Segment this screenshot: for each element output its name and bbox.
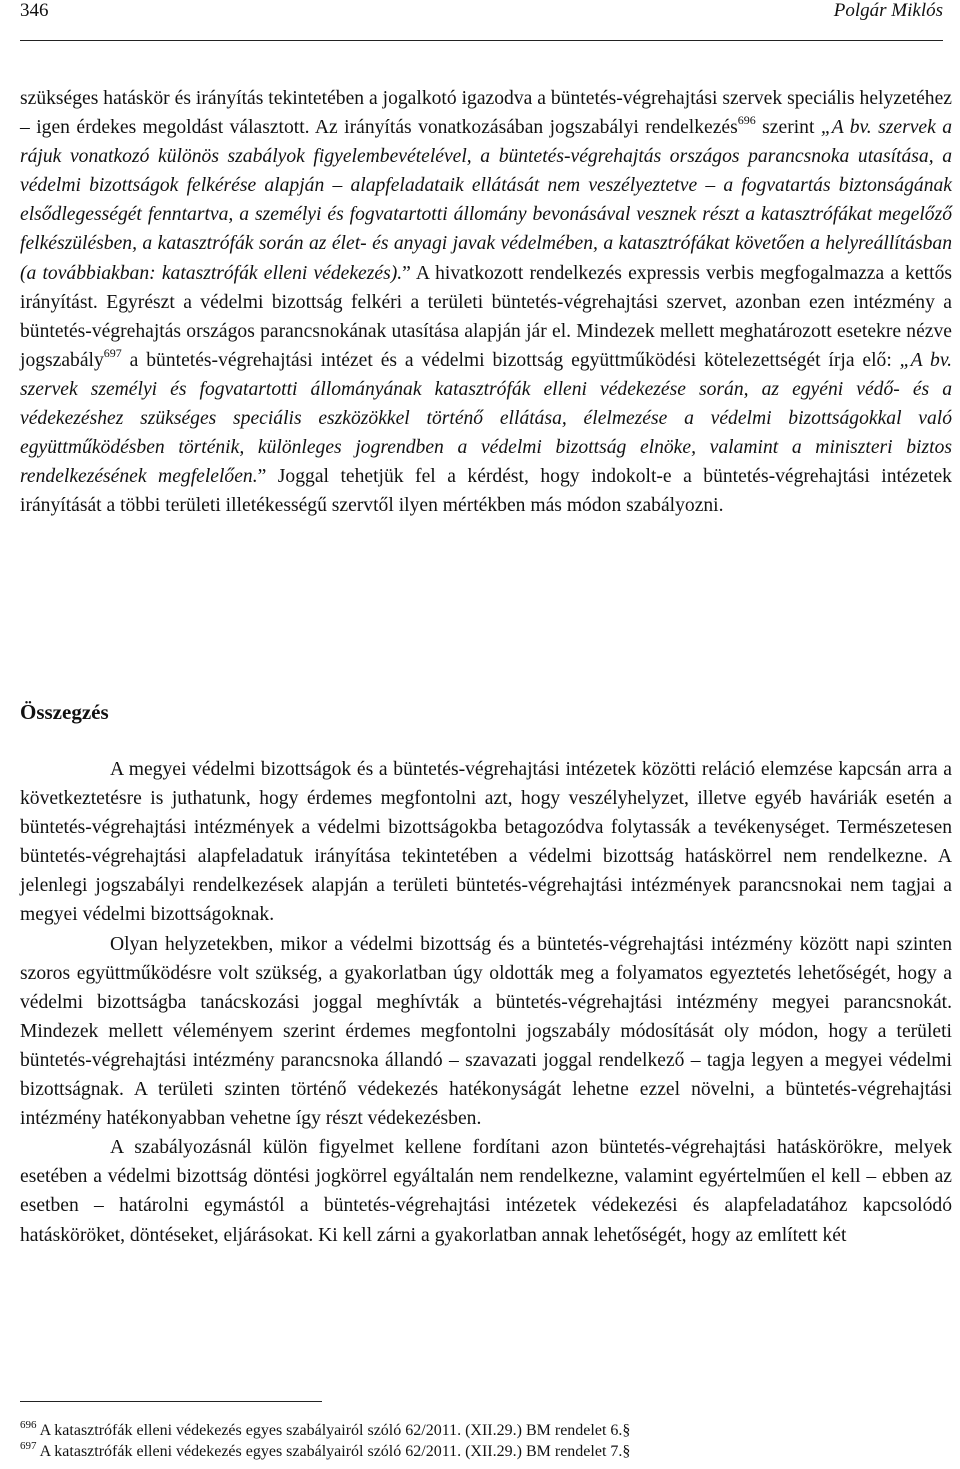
- paragraph: [20, 84, 952, 520]
- quotation: „A bv. szervek személyi és fogvatartotti állományának katasztrófák elleni védekezése során, az egyéni védő- és a védekezéshez szükséges speciális eszközökkel történő ellátása, élelmezése a védelmi bizottságokkal való együttműködésben történik, különleges jogrendben a védelmi bizottság elnöke, valamint a miniszteri biztos rendelkezésének megfelelően.: [20, 349, 952, 488]
- body-section-continued: [20, 84, 952, 520]
- text-run: ” Joggal tehetjük fel a kérdést, hogy indokolt-e a büntetés-végrehajtási intézetek irányítását a többi területi illetékességű szervtől ilyen mértékben más módon szabályozni.: [20, 466, 952, 517]
- footnote-text: A katasztrófák elleni védekezés egyes szabályairól szóló 62/2011. (XII.29.) BM rendelet 7.§: [36, 1443, 631, 1460]
- running-header: [20, 0, 943, 41]
- footnote: [20, 1441, 630, 1462]
- footnotes: [20, 1420, 630, 1462]
- text-run: szerint: [755, 117, 821, 139]
- page-number: 346: [20, 0, 49, 21]
- footnote-ref[interactable]: 697: [103, 345, 122, 360]
- body-section-summary: [20, 755, 952, 1250]
- footnote-ref[interactable]: 696: [737, 113, 756, 128]
- footnote-text: A katasztrófák elleni védekezés egyes szabályairól szóló 62/2011. (XII.29.) BM rendelet 6.§: [36, 1422, 631, 1439]
- paragraph: Olyan helyzetekben, mikor a védelmi bizottság és a büntetés-végrehajtási intézmény között napi szinten szoros együttműködésre volt szükség, a gyakorlatban úgy oldották meg a folyamatos egyeztetés lehetőségét, hogy a védelmi bizottságba tanácskozási joggal meghívták a büntetés-végrehajtási intézmény megyei parancsnokát. Mindezek mellett véleményem szerint érdemes megfontolni jogszabály módosítását oly módon, hogy a területi büntetés-végrehajtási intézmény parancsnoka állandó – szavazati joggal rendelkező – tagja legyen a megyei védelmi bizottságnak. A területi szinten történő védekezés hatékonyságát lehetne ezzel növelni, a büntetés-végrehajtási intézmény hatékonyabban vehetne így részt védekezésben.: [20, 933, 952, 1130]
- footnote-divider: [20, 1401, 322, 1402]
- section-heading: Összegzés: [20, 700, 109, 724]
- footnote-number: 696: [20, 1419, 37, 1431]
- paragraph: A szabályozásnál külön figyelmet kellene fordítani azon büntetés-végrehajtási hatáskörökre, melyek esetében a védelmi bizottság döntési jogkörrel egyáltalán nem rendelkezne, valamint egyértelműen el kell – ebben az esetben – határolni egymástól a büntetés-végrehajtási intézetek védekezési és alapfeladatához kapcsolódó hatásköröket, döntéseket, eljárásokat. Ki kell zárni a gyakorlatban annak lehetőségét, hogy az említett két: [20, 1137, 952, 1246]
- text-run: szükséges hatáskör és irányítás tekintetében a jogalkotó igazodva a büntetés-végrehajtási szervek speciális helyzetéhez – igen érdekes megoldást választott. Az irányítás vonatkozásában jogszabályi rendelkezés: [20, 88, 952, 139]
- text-run: ” A hivatkozott rendelkezés expressis verbis megfogalmazza a kettős irányítást. Egyrészt a védelmi bizottság felkéri a területi büntetés-végrehajtási szervet, azonban ezen intézmény a büntetés-végrehajtás országos parancsnokának utasítása alapján jár el. Mindezek mellett meghatározott esetekre nézve jogszabály: [20, 262, 952, 371]
- running-author: Polgár Miklós: [833, 0, 943, 21]
- paragraph: A megyei védelmi bizottságok és a büntetés-végrehajtási intézetek közötti reláció elemzése kapcsán arra a következtetésre is juthatunk, hogy érdemes megfontolni azt, hogy veszélyhelyzet, illetve egyéb haváriák esetén a büntetés-végrehajtási intézmények a védelmi bizottságokba betagozódva folytassák a tevékenységet. Természetesen büntetés-végrehajtási alapfeladatuk irányítása tekintetében a védelmi bizottság hatáskörrel nem rendelkezne. A jelenlegi jogszabályi rendelkezések alapján a területi büntetés-végrehajtási intézmények parancsnokai nem tagjai a megyei védelmi bizottságoknak.: [20, 759, 952, 926]
- quotation: „A bv. szervek a rájuk vonatkozó különös szabályok figyelembevételével, a büntetés-végrehajtás országos parancsnoka utasítása, a védelmi bizottságok felkérése alapján – alapfeladataik ellátását nem veszélyeztetve – a fogvatartás biztonságának elsődlegességét fenntartva, a személyi és fogvatartotti állomány bevonásával vesznek részt a katasztrófákat megelőző felkészülésben, a katasztrófák során az élet- és anyagi javak védelmében, a katasztrófákat követően a helyreállításban (a továbbiakban: katasztrófák elleni védekezés).: [20, 117, 952, 284]
- footnote-number: 697: [20, 1440, 37, 1452]
- footnote: [20, 1420, 630, 1441]
- text-run: a büntetés-végrehajtási intézet és a védelmi bizottság együttműködési kötelezettségét írja elő:: [121, 349, 900, 371]
